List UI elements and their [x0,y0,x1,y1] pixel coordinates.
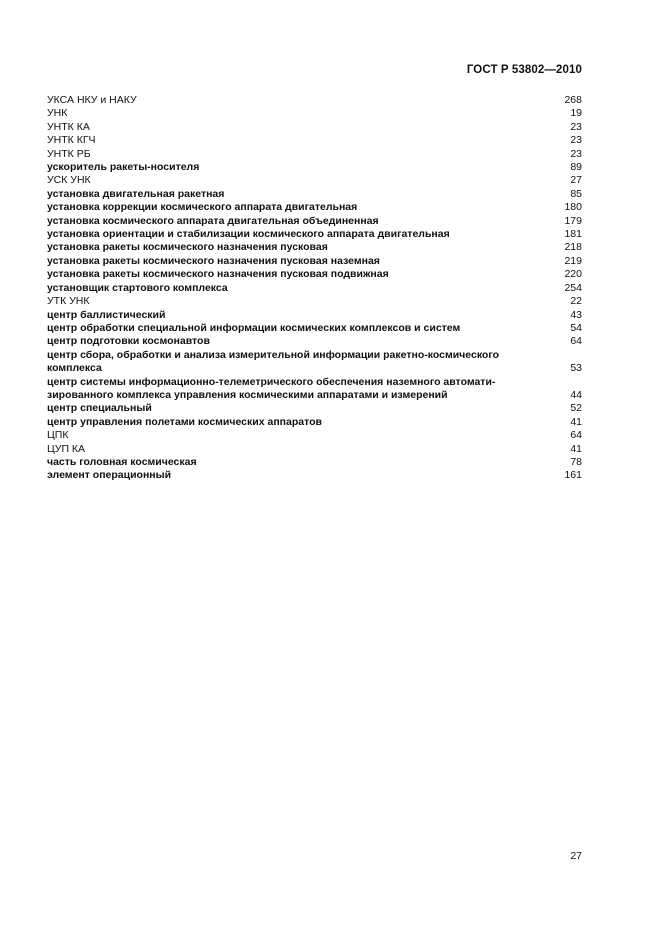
index-page-number: 23 [570,134,582,147]
index-page-number: 27 [570,174,582,187]
document-header [467,64,582,76]
index-page-number: 41 [570,442,582,455]
page-number: 27 [570,850,582,862]
index-page-number: 52 [570,402,582,415]
index-entry [47,429,582,442]
index-entry [47,443,582,456]
index-entry [47,94,582,107]
index-page-number: 254 [564,281,582,294]
index-term: установка ракеты космического назначения пусковая [47,241,328,254]
index-term: УСК УНК [47,174,91,187]
index-term: элемент операционный [47,469,172,482]
index-page-number: 161 [564,469,582,482]
index-entry [47,201,582,214]
index-entry [47,134,582,147]
index-page-number: 23 [570,147,582,160]
page-footer [570,850,582,862]
index-entry [47,161,582,174]
index-term: УТК УНК [47,295,90,308]
index-term: центр баллистический [47,308,166,321]
standard-code: ГОСТ Р 53802—2010 [466,64,582,76]
index-term: центр обработки специальной информации космических комплексов и систем [47,321,461,334]
index-entry [47,295,582,308]
index-page-number: 220 [564,268,582,281]
index-page-number: 22 [570,295,582,308]
index-page-number: 53 [570,362,582,375]
index-page-number: 23 [570,120,582,133]
index-entry [47,469,582,482]
index-page-number: 43 [570,308,582,321]
index-page-number: 54 [570,321,582,334]
index-entry [47,215,582,228]
index-term: установщик стартового комплекса [47,281,228,294]
index-page-number: 64 [570,335,582,348]
index-entry [47,174,582,187]
index-term: установка ракеты космического назначения пусковая наземная [47,254,380,267]
alphabetical-index [47,94,582,483]
index-entry [47,228,582,241]
index-entry [47,121,582,134]
index-term: УНТК КА [47,120,90,133]
index-page-number: 41 [570,415,582,428]
index-term: УКСА НКУ и НАКУ [47,94,137,106]
index-entry [47,416,582,429]
index-entry [47,402,582,415]
index-entry [47,148,582,161]
index-page-number: 218 [564,241,582,254]
index-term: установка ориентации и стабилизации космического аппарата двигательная [47,228,450,241]
index-entry [47,188,582,201]
index-page-number: 44 [570,388,582,401]
index-term: установка космического аппарата двигательная объединенная [47,214,379,227]
index-page-number: 181 [564,228,582,241]
index-term: установка ракеты космического назначения пусковая подвижная [47,268,389,281]
index-term: центр подготовки космонавтов [47,335,210,348]
index-term: УНТК РБ [47,147,91,160]
index-entry [47,349,582,376]
index-entry [47,268,582,281]
index-page-number: 85 [570,187,582,200]
index-entry [47,107,582,120]
index-entry [47,335,582,348]
index-term: центр специальный [47,402,152,415]
index-term: УНТК КГЧ [47,134,96,147]
index-term: центр управления полетами космических аппаратов [47,415,322,428]
index-term: часть головная космическая [47,455,197,468]
index-entry [47,322,582,335]
index-page-number: 78 [570,455,582,468]
index-page-number: 19 [570,107,582,120]
index-term: установка двигательная ракетная [47,187,225,200]
index-term: УНК [47,107,68,120]
index-entry [47,309,582,322]
index-term: ускоритель ракеты-носителя [47,161,200,174]
index-term: установка коррекции космического аппарата двигательная [47,201,358,214]
index-page-number: 268 [564,94,582,106]
index-entry [47,282,582,295]
index-page-number: 180 [564,201,582,214]
index-term: ЦУП КА [47,442,86,455]
index-page-number: 179 [564,214,582,227]
index-page-number: 89 [570,161,582,174]
index-page-number: 64 [570,429,582,442]
index-page-number: 219 [564,254,582,267]
index-entry [47,255,582,268]
index-term: центр системы информационно-телеметрического обеспечения наземного автоматизированного комплекса управления космическими аппаратами и измерений [47,375,496,401]
index-term: ЦПК [47,429,69,442]
index-entry [47,456,582,469]
index-entry [47,376,582,403]
index-term: центр сбора, обработки и анализа измерительной информации ракетно-космического комплекса [47,348,499,375]
index-entry [47,241,582,254]
